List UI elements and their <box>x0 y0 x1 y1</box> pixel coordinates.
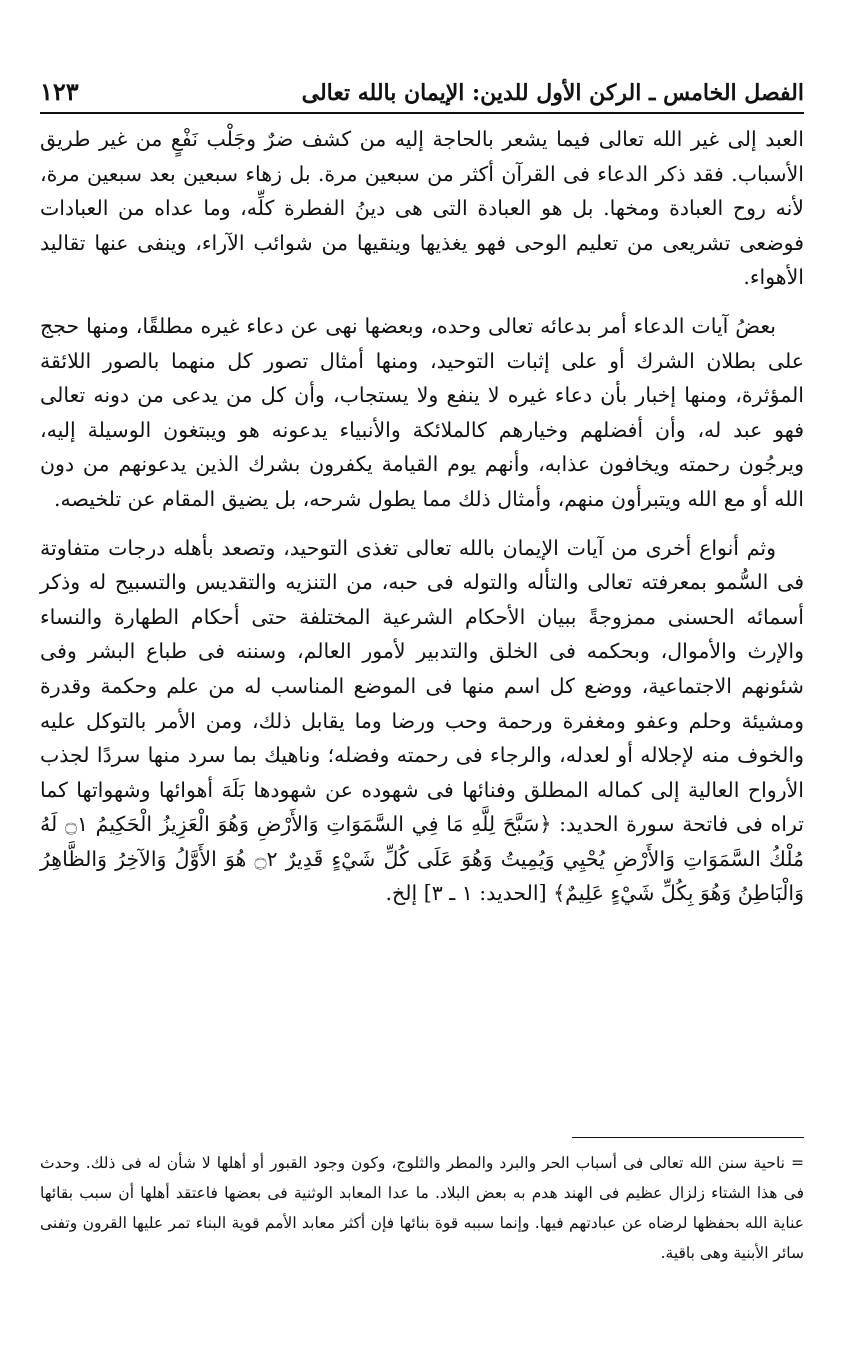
page-number: ١٢٣ <box>40 77 79 106</box>
paragraph: وثم أنواع أخرى من آيات الإيمان بالله تعالى تغذى التوحيد، وتصعد بأهله درجات متفاوتة فى السُّمو بمعرفته تعالى والتأله والتوله فى حبه، من التنزيه والتقديس والتسبيح له وذكر أسمائه الحسنى ممزوجةً ببيان الأحكام الشرعية المختلفة حتى أحكام الطهارة والنساء والإرث والأموال، وبحكمه فى الخلق والتدبير لأمور العالم، وسننه فى طباع البشر وفى شئونهم الاجتماعية، ووضع كل اسم منها فى الموضع المناسب له من علم وحكمة وقدرة ومشيئة وحلم وعفو ومغفرة ورحمة وحب ورضا وما يقابل ذلك، ومن الأمر بالتوكل عليه والخوف منه لإجلاله أو لعدله، والرجاء فى رحمته وفضله؛ وناهيك بما سرد منها سردًا لجذب الأرواح العالية إلى كماله المطلق وفنائها فى شهوده عن شهودها بَلَهَ أهوائها وشهواتها كما تراه فى فاتحة سورة الحديد: ﴿سَبَّحَ لِلَّهِ مَا فِي السَّمَوَاتِ وَالأَرْضِ وَهُوَ الْعَزِيزُ الْحَكِيمُ ۝١ لَهُ مُلْكُ السَّمَوَاتِ وَالأَرْضِ يُحْيِي وَيُمِيتُ وَهُوَ عَلَى كُلِّ شَيْءٍ قَدِيرٌ ۝٢ هُوَ الأَوَّلُ وَالآخِرُ وَالظَّاهِرُ وَالْبَاطِنُ وَهُوَ بِكُلِّ شَيْءٍ عَلِيمٌ﴾ [الحديد: ١ ـ ٣] إلخ. <box>40 535 804 906</box>
paragraph: العبد إلى غير الله تعالى فيما يشعر بالحاجة إليه من كشف ضرٌ وجَلْب نَفْعٍ من غير طريق الأسباب. فقد ذكر الدعاء فى القرآن أكثر من سبعين مرة. بل زهاء سبعين بعد سبعين مرة، لأنه روح العبادة ومخها. بل هو العبادة التى هى دينُ الفطرة كلِّه، وما عداه من العبادات فوضعى تشريعى من تعليم الوحى فهو يغذيها وينقيها من شوائب الآراء، وينفى عنها تقاليد الأهواء. <box>40 127 804 290</box>
paragraph: بعضُ آيات الدعاء أمر بدعائه تعالى وحده، وبعضها نهى عن دعاء غيره مطلقًا، ومنها حجج على بطلان الشرك أو على إثبات التوحيد، ومنها أمثال تصور كل منهما بالصور اللائقة المؤثرة، ومنها إخبار بأن دعاء غيره لا ينفع ولا يستجاب، وأن كل من يدعى من دونه تعالى فهو عبد له، وأن أفضلهم وخيارهم كالملائكة والأنبياء يدعونه هو ويبتغون الوسيلة إليه، ويرجُون رحمته ويخافون عذابه، وأنهم يوم القيامة يكفرون بشرك الذين يدعونهم من دون الله أو مع الله ويتبرأون منهم، وأمثال ذلك مما يطول شرحه، بل يضيق المقام عن تلخيصه. <box>40 313 804 511</box>
footnote-text: = ناحية سنن الله تعالى فى أسباب الحر والبرد والمطر والثلوج، وكون وجود القبور أو أهلها لا شأن له فى ذلك. وحدث فى هذا الشتاء زلزال عظيم فى الهند هدم به بعض البلاد. ما عدا المعابد الوثنية فى بعضها فاعتقد أهلها أن سبب بقائها عناية الله بحفظها لرضاه عن عبادتهم فيها. وإنما سببه قوة بنائها فإن أكثر معابد الأمم قوية البناء تمر عليها القرون وتفنى سائر الأبنية وهى باقية. <box>40 1154 804 1262</box>
chapter-title: الفصل الخامس ـ الركن الأول للدين: الإيمان بالله تعالى <box>301 80 804 106</box>
footnote <box>40 1148 804 1268</box>
footnote-divider <box>572 1137 804 1138</box>
running-header <box>40 62 804 114</box>
main-text <box>40 122 804 925</box>
